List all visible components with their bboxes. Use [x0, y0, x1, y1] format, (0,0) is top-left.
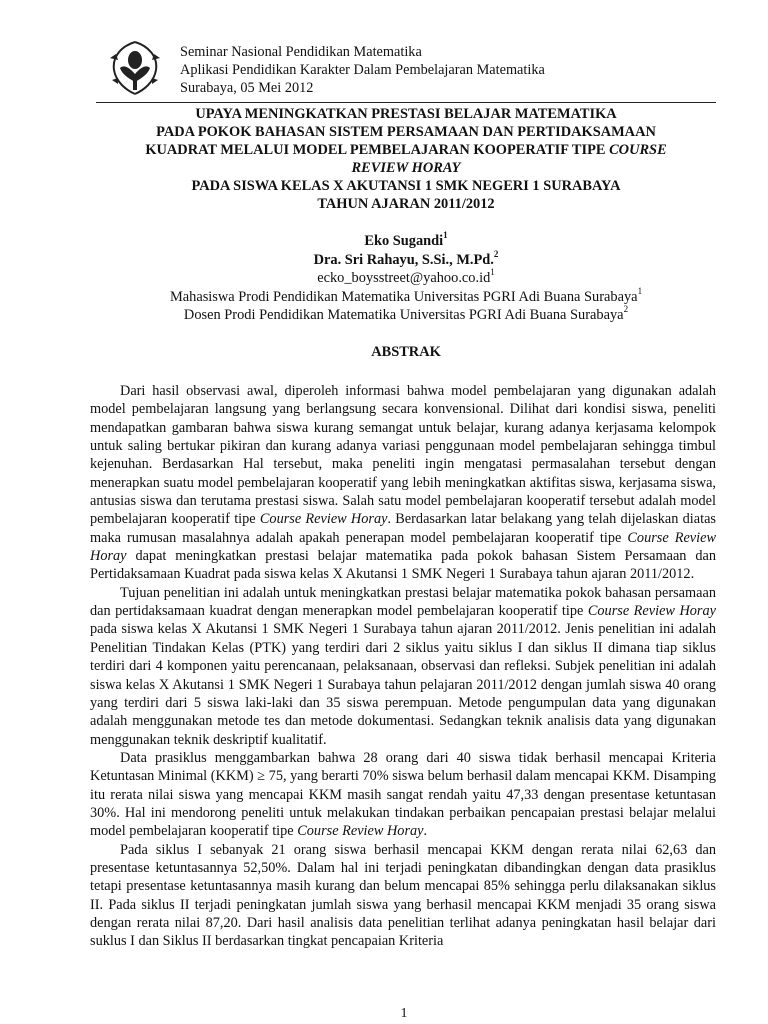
- affiliation-mark: 2: [623, 304, 629, 315]
- author-name-text: Dra. Sri Rahayu, S.Si., M.Pd.: [313, 251, 494, 268]
- title-line: UPAYA MENINGKATKAN PRESTASI BELAJAR MATEMATIKA: [195, 106, 617, 122]
- affiliation-mark: 1: [490, 267, 495, 278]
- abstract-paragraph: [90, 749, 716, 841]
- title-line: TAHUN AJARAN 2011/2012: [317, 196, 495, 212]
- abstract-heading: ABSTRAK: [371, 344, 441, 360]
- author-email: [90, 269, 722, 288]
- header-divider: [96, 102, 716, 103]
- author-block: [90, 232, 722, 325]
- title-line: PADA SISWA KELAS X AKUTANSI 1 SMK NEGERI 1 SURABAYA: [191, 178, 621, 194]
- paragraph-text: Dari hasil observasi awal, diperoleh informasi bahwa model pembelajaran yang digunakan adalah model pembelajaran langsung yang berlangsung secara konvensional. Dilihat dari kondisi siswa, peneliti mendapatkan gambaran bahwa siswa kurang semangat untuk belajar, kurang adanya kerjasama kelompok untuk saling bertukar pikiran dan kurang adanya variasi penggunaan model pembelajaran sehingga timbul kejenuhan. Berdasarkan Hal tersebut, maka peneliti ingin mengatasi permasalahan tersebut dengan menerapkan suatu model pembelajaran kooperatif yang lebih meningkatkan aktifitas siswa, kerjasama siswa, antusias siswa dan terutama prestasi siswa. Salah satu model pembelajaran kooperatif tersebut adalah model pembelajaran kooperatif tipe: [90, 383, 716, 528]
- author-affiliation: [90, 306, 722, 325]
- paragraph-text: .: [423, 823, 428, 840]
- italic-term: Course Review Horay: [587, 603, 716, 620]
- email-text: ecko_boysstreet@yahoo.co.id: [317, 270, 491, 286]
- paragraph-text: Pada siklus I sebanyak 21 orang siswa berhasil mencapai KKM dengan rerata nilai 62,63 dan presentase ketuntasannya 52,50%. Dalam hal ini terjadi peningkatan dibandingkan dengan data prasiklus tetapi presentase ketuntasannya masih kurang dan belum mencapai 85% sehingga perlu dilaksanakan siklus II. Pada siklus II terjadi peningkatan jumlah siswa yang berhasil mencapai KKM menjadi 35 orang siswa dengan rerata nilai 87,20. Dari hasil analisis data penelitian terlihat adanya peningkatan hasil belajar dari suklus I dan Siklus II berdasarkan tingkat pencapaian Kriteria: [90, 841, 716, 950]
- italic-term: Course Review Horay: [259, 511, 388, 528]
- paragraph-text: Data prasiklus menggambarkan bahwa 28 orang dari 40 siswa tidak berhasil mencapai Kriteria Ketuntasan Minimal (KKM) ≥ 75, yang berarti 70% siswa belum berhasil dalam mencapai KKM. Disamping itu rerata nilai siswa yang mencapai KKM masih sangat rendah yaitu 47,33 dengan presentase ketuntasan 30%. Hal ini mendorong peneliti untuk melakukan tindakan perbaikan pencapaian prestasi belajar melalui model pembelajaran kooperatif tipe: [90, 749, 716, 840]
- author-name: [90, 248, 722, 270]
- title-line: [90, 141, 722, 159]
- paragraph-text: Tujuan penelitian ini adalah untuk meningkatkan prestasi belajar matematika pokok bahasan persamaan dan pertidaksamaan kuadrat dengan menerapkan model pembelajaran kooperatif tipe: [90, 584, 716, 620]
- paragraph-text: pada siswa kelas X Akutansi 1 SMK Negeri 1 Surabaya tahun ajaran 2011/2012. Jenis penelitian ini adalah Penelitian Tindakan Kelas (PTK) yang terdiri dari 2 siklus yaitu siklus I dan siklus II dimana tiap siklus terdiri dari 4 komponen yaitu perencanaan, pelaksanaan, observasi dan refleksi. Subjek penelitian ini adalah siswa kelas X Akutansi 1 SMK Negeri 1 Surabaya tahun pelajaran 2011/2012 dengan jumlah siswa 40 orang yang terdiri dari 5 siswa laki-laki dan 35 siswa perempuan. Metode pengumpulan data yang digunakan adalah menggunakan metode tes dan metode dokumentasi. Sedangkan teknik analisis data yang digunakan menggunakan teknik deskriptif kualitatif.: [90, 621, 716, 748]
- paragraph-text: . Berdasarkan latar belakang yang telah dijelaskan diatas maka rumusan masalahnya adalah apakah penerapan model pembelajaran kooperatif tipe: [90, 511, 716, 546]
- page-number: 1: [400, 1006, 408, 1021]
- title-line: PADA POKOK BAHASAN SISTEM PERSAMAAN DAN PERTIDAKSAMAAN: [156, 124, 656, 140]
- author-name-text: Eko Sugandi: [364, 233, 444, 249]
- seminar-place-date: Surabaya, 05 Mei 2012: [180, 80, 314, 96]
- seminar-name: Seminar Nasional Pendidikan Matematika: [180, 44, 422, 60]
- italic-term: Course Review Horay: [297, 823, 424, 840]
- seminar-header: [180, 43, 545, 97]
- seminar-theme: Aplikasi Pendidikan Karakter Dalam Pembelajaran Matematika: [180, 62, 545, 78]
- university-crest-icon: [104, 38, 166, 100]
- paper-title: [90, 105, 722, 213]
- italic-term: Course Review Horay: [90, 529, 716, 565]
- affiliation-text: Dosen Prodi Pendidikan Matematika Universitas PGRI Adi Buana Surabaya: [183, 307, 624, 323]
- abstract-body: [90, 382, 716, 951]
- title-text: KUADRAT MELALUI MODEL PEMBELAJARAN KOOPERATIF TIPE: [145, 142, 610, 158]
- abstract-paragraph: [90, 841, 716, 951]
- affiliation-mark: 1: [637, 285, 643, 296]
- affiliation-mark: 2: [493, 248, 499, 259]
- affiliation-mark: 1: [443, 230, 448, 241]
- title-italic-text: COURSE: [609, 142, 667, 158]
- title-line: [90, 159, 722, 177]
- author-name: [90, 232, 722, 251]
- abstract-paragraph: [90, 584, 716, 749]
- abstract-paragraph: [90, 382, 716, 584]
- paragraph-text: dapat meningkatkan prestasi belajar matematika pada pokok bahasan Sistem Persamaan dan Pertidaksamaan Kuadrat pada siswa kelas X Akutansi 1 SMK Negeri 1 Surabaya tahun ajaran 2011/2012.: [90, 548, 716, 583]
- affiliation-text: Mahasiswa Prodi Pendidikan Matematika Universitas PGRI Adi Buana Surabaya: [169, 288, 638, 305]
- title-italic-text: REVIEW HORAY: [351, 160, 461, 176]
